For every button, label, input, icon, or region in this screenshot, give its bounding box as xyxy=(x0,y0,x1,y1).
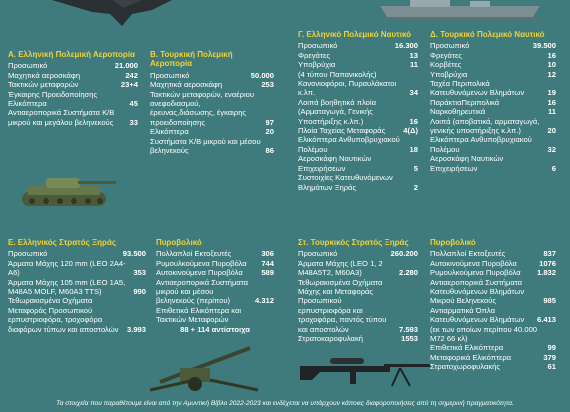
stat-value: 744 xyxy=(261,258,274,268)
stat-row xyxy=(430,249,556,258)
stat-value: 4(Δ) xyxy=(403,126,418,136)
turkish-navy-title: Δ. Τουρκικό Πολεμικό Ναυτικό xyxy=(430,30,545,39)
stat-value: 23+4 xyxy=(120,80,138,90)
stat-value: 1553 xyxy=(401,334,418,344)
stat-row xyxy=(298,79,418,98)
stat-label: Στρατοκαροφυλακή xyxy=(298,334,363,344)
stat-value: 20 xyxy=(547,126,556,136)
stat-row xyxy=(430,306,556,325)
stat-row xyxy=(298,249,418,258)
stat-value: 2 xyxy=(413,182,418,192)
greek-air-force-panel xyxy=(8,50,138,127)
stat-row xyxy=(430,353,556,362)
stat-row xyxy=(430,117,556,136)
stat-label: Κανονιοφόροι, Πυραυλάκατοι κ.λπ. xyxy=(298,79,397,98)
stat-value: 21.000 xyxy=(114,61,138,71)
stat-value: 61 xyxy=(547,362,556,372)
stat-label: Επιθετικά Ελικόπτερα xyxy=(430,343,504,353)
turkish-army-panel xyxy=(298,238,418,343)
stat-label: Μεταφορικά Ελικόπτερα xyxy=(430,352,512,362)
stat-row xyxy=(156,278,274,306)
stat-row xyxy=(8,71,138,80)
stat-value: 50.000 xyxy=(250,70,274,80)
stat-value: 13 xyxy=(409,50,418,60)
stat-label: Αεροσκάφη Ναυτικών Επιχειρήσεων xyxy=(298,154,372,173)
stat-label: Λοιπά (αποβατικά, αρματαγωγά, γενικής υποστήριξης κ.λπ.) xyxy=(430,116,540,136)
stat-value: 33 xyxy=(129,117,138,127)
stat-label: Αντιαρματικά Όπλα Κατευθυνόμενων Βλημάτων xyxy=(430,305,525,325)
stat-row xyxy=(298,334,418,343)
stat-label: Ρυμουλκούμενα Πυροβόλα xyxy=(430,268,521,278)
stat-label: Συστοιχίες Κατευθυνόμενων Βλημάτων Ξηράς xyxy=(298,173,393,192)
stat-label: Αντιαεροπορικά Συστήματα Κατευθυνόμενων Βλημάτων Μικρού Βεληνεκούς xyxy=(430,277,525,306)
stat-label: Υποβρύχια xyxy=(430,69,468,79)
stat-value: 16.300 xyxy=(394,41,418,51)
stat-value: 18 xyxy=(409,144,418,154)
stat-row xyxy=(298,173,418,192)
stat-label: Αντιαεροπορικά Συστήματα Κ/Β μικρού και μεγάλου βεληνεκούς xyxy=(8,108,115,127)
greek-army-title: Ε. Ελληνικός Στρατός Ξηράς xyxy=(8,238,117,247)
stat-value: 306 xyxy=(261,249,274,259)
stat-value: 985 xyxy=(543,296,556,306)
stat-label: Προσωπικό xyxy=(298,41,338,51)
stat-row xyxy=(298,126,418,135)
stat-value: 242 xyxy=(125,70,138,80)
stat-label: Τακτικών μεταφορών xyxy=(8,80,79,90)
stat-value: 353 xyxy=(133,268,146,278)
greek-navy-panel xyxy=(298,30,418,192)
stat-label: Αυτοκινούμενα Πυροβόλα xyxy=(156,268,243,278)
stat-row xyxy=(8,61,138,70)
stat-row xyxy=(430,325,556,344)
stat-label: Πλοία Ταχείας Μεταφοράς xyxy=(298,126,386,136)
stat-value: 45 xyxy=(129,99,138,109)
stat-value: 34 xyxy=(409,88,418,98)
stat-row xyxy=(430,41,556,50)
stat-row xyxy=(150,80,274,89)
stat-label: Αντιαεροπορικά Συστήματα μικρού και μέσου βεληνεκούς (περίπου) xyxy=(156,277,248,306)
stat-row xyxy=(150,90,274,128)
stat-row xyxy=(430,98,556,107)
stat-row xyxy=(298,278,418,334)
turkish-artillery-panel xyxy=(430,238,556,372)
greek-artillery-panel xyxy=(156,238,274,334)
stat-label: Ελικόπτερα Ανθυποβρυχιακού Πολέμου xyxy=(298,135,400,154)
stat-row xyxy=(150,127,274,136)
stat-label: Ναρκοθηρευτικά xyxy=(430,107,486,117)
stat-value: 10 xyxy=(547,60,556,70)
turkish-air-force-panel xyxy=(150,50,274,155)
stat-row xyxy=(298,60,418,69)
turkish-army-title: Στ. Τουρκικός Στρατός Ξηράς xyxy=(298,238,409,247)
stat-label: Αεροσκάφη Ναυτικών Επιχειρήσεων xyxy=(430,154,504,173)
stat-row xyxy=(430,268,556,277)
stat-value: 6.413 xyxy=(536,315,556,325)
stat-label: Ελικόπτερα Ανθυποβρυχιακού Πολέμου xyxy=(430,135,532,154)
stat-row xyxy=(156,306,274,325)
stat-value: 7.593 xyxy=(398,324,418,334)
stat-row xyxy=(430,135,556,154)
stat-label: Προσωπικό xyxy=(430,41,470,51)
stat-row xyxy=(156,249,274,258)
stat-label: Προσωπικό xyxy=(8,61,48,71)
stat-row xyxy=(430,278,556,306)
stat-value: 93.500 xyxy=(122,249,146,259)
stat-value: 260.200 xyxy=(390,249,418,259)
stat-label: Φρεγάτες xyxy=(298,50,330,60)
tank-icon xyxy=(16,172,116,212)
stat-value: 990 xyxy=(133,287,146,297)
fighter-jet-icon xyxy=(52,0,172,28)
stat-label: Κορβέτες xyxy=(430,60,462,70)
greek-air-force-title: Α. Ελληνική Πολεμική Αεροπορία xyxy=(8,50,135,59)
stat-value: 16 xyxy=(409,116,418,126)
stat-label: Στρατοχωροφυλακής xyxy=(430,362,501,372)
stat-label: Προσωπικό xyxy=(150,70,190,80)
stat-row xyxy=(298,41,418,50)
stat-value: 11 xyxy=(409,60,418,70)
warship-icon xyxy=(380,0,540,22)
stat-value: 1076 xyxy=(539,258,556,268)
stat-label: Ελικόπτερα xyxy=(150,127,189,137)
stat-label: Τεθωρακισμένα Οχήματα Μάχης και Μεταφοράς Προσωπικού ερπυστριοφόρα και τροχοφόρα, παντός τύπου και αποστολών xyxy=(298,277,387,334)
stat-value: 11 xyxy=(547,107,556,117)
stat-row xyxy=(430,154,556,173)
stat-value: 32 xyxy=(547,144,556,154)
stat-value: 5 xyxy=(413,163,418,173)
stat-row xyxy=(8,90,138,109)
stat-label: Αυτοκινούμενα Πυροβόλα xyxy=(430,258,517,268)
stat-label: Πολλαπλοί Εκτοξευτές xyxy=(430,249,506,259)
stat-row xyxy=(8,278,146,297)
stat-value: 2.280 xyxy=(398,268,418,278)
stat-row xyxy=(430,259,556,268)
stat-value: 4.312 xyxy=(254,296,274,306)
turkish-navy-panel xyxy=(430,30,556,173)
stat-row xyxy=(150,137,274,156)
stat-label: Επιθετικά Ελικόπτερα και Τακτικών Μεταφορών xyxy=(156,305,242,325)
stat-value: 97 xyxy=(265,117,274,127)
stat-value: 20 xyxy=(265,127,274,137)
stat-label: (εκ των οποίων περίπου 40.000 M72 66 κλ) xyxy=(430,324,538,344)
stat-row xyxy=(430,362,556,371)
stat-row xyxy=(430,107,556,116)
stat-label: Τεθωρακισμένα Οχήματα Μεταφοράς Προσωπικού ερπυστριοφόρα, τροχοφόρα διαφόρων τύπων και αποστολών xyxy=(8,296,119,334)
stat-value: 589 xyxy=(261,268,274,278)
stat-row xyxy=(8,108,138,127)
stat-row xyxy=(298,70,418,79)
stat-label: Μαχητικά αεροσκάφη xyxy=(8,70,81,80)
stat-label: Προσωπικό xyxy=(8,249,48,259)
stat-label: (4 τύπου Παπανικολής) xyxy=(298,69,377,79)
stat-label: Φρεγάτες xyxy=(430,50,462,60)
turkish-artillery-title: Πυροβολικό xyxy=(430,238,476,247)
greek-navy-title: Γ. Ελληνικό Πολεμικό Ναυτικό xyxy=(298,30,412,39)
stat-label: Ταχέα Περιπολικά Κατευθυνόμενων Βλημάτων xyxy=(430,79,525,98)
stat-value: 379 xyxy=(543,352,556,362)
stat-value: 837 xyxy=(543,249,556,259)
stat-row xyxy=(430,70,556,79)
stat-value: 16 xyxy=(547,97,556,107)
stat-label: Λοιπά βοηθητικά πλοία (Αρματαγωγά, Γενικής Υποστήριξης κ.λπ.) xyxy=(298,97,376,126)
stat-label: Πολλαπλοί Εκτοξευτές xyxy=(156,249,232,259)
greek-artillery-title: Πυροβολικό xyxy=(156,238,202,247)
stat-value: 6 xyxy=(551,163,556,173)
stat-label: Ρυμουλκούμενα Πυροβόλα xyxy=(156,258,247,268)
footer-note: Τα στοιχεία που παραθέτουμε είναι από την Αμυντική Βίβλο 2022-2023 και ενδέχεται να υπάρχουν κάποιες διαφοροποιήσεις από τη σημερινή πραγματικότητα. xyxy=(0,396,570,412)
stat-row xyxy=(430,60,556,69)
stat-row xyxy=(8,80,138,89)
stat-label: Προσωπικό xyxy=(298,249,338,259)
stat-value: 39.500 xyxy=(532,41,556,51)
stat-label: Άρματα Μάχης (LEO 1, 2 M48A5T2, M60A3) xyxy=(298,258,383,278)
stat-row xyxy=(430,343,556,352)
greek-army-panel xyxy=(8,238,146,334)
stat-row xyxy=(298,51,418,60)
stat-label: Τακτικών μεταφορών, εναέριου ανεφοδιασμού, έρευνας,διάσωσης, έγκαιρης προειδοποίησης xyxy=(150,89,255,127)
stat-value: 99 xyxy=(547,343,556,353)
stat-value: 86 xyxy=(265,146,274,156)
stat-label: Υποβρύχια xyxy=(298,60,336,70)
stat-row xyxy=(298,98,418,126)
stat-value: 19 xyxy=(547,88,556,98)
stat-label: Άρματα Μάχης 120 mm (LEO 2A4-A6) xyxy=(8,258,126,278)
stat-row xyxy=(8,249,146,258)
stat-row xyxy=(156,259,274,268)
stat-row xyxy=(298,154,418,173)
stat-row xyxy=(298,135,418,154)
stat-label: Έγκαιρης Προειδοποίησης Ελικόπτερα xyxy=(8,89,98,109)
stat-label: Άρματα Μάχης 105 mm (LEO 1A5, M48A5 MOLF, M60A3 TTS) xyxy=(8,277,126,297)
stat-value: 1.832 xyxy=(536,268,556,278)
stat-label: Συστήματα Κ/Β μικρού και μέσου βεληνεκούς xyxy=(150,136,261,156)
stat-label: ΠαράκτιαΠεριπολικά xyxy=(430,97,500,107)
turkish-air-force-title: Β. Τουρκική Πολεμική Αεροπορία xyxy=(150,50,233,69)
stat-row xyxy=(8,259,146,278)
stat-value: 3.993 xyxy=(126,324,146,334)
stat-row xyxy=(298,259,418,278)
stat-value: 253 xyxy=(261,80,274,90)
stat-label: Μαχητικά αεροσκάφη xyxy=(150,80,223,90)
stat-value: 12 xyxy=(547,69,556,79)
stat-row xyxy=(430,79,556,98)
stat-row xyxy=(150,71,274,80)
stat-value: 16 xyxy=(547,50,556,60)
howitzer-icon xyxy=(150,344,260,394)
greek-artillery-emphasis: 88 + 114 αντίστοιχα xyxy=(180,324,250,334)
stat-row xyxy=(8,296,146,334)
stat-row xyxy=(430,51,556,60)
stat-row xyxy=(156,268,274,277)
sniper-rifle-icon xyxy=(300,350,430,390)
